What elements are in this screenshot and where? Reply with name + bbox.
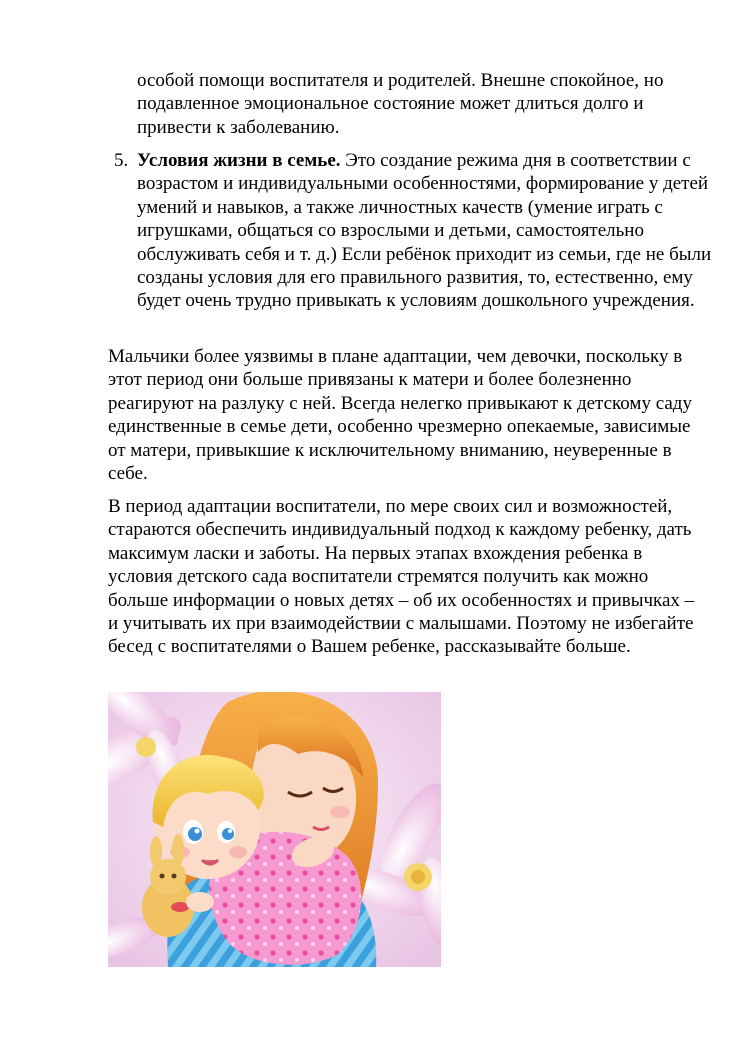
- numbered-list-item: [108, 149, 712, 313]
- list-number: 5.: [114, 150, 129, 171]
- mother-child-illustration: [108, 692, 441, 967]
- continuation-paragraph: особой помощи воспитателя и родителей. Внешне спокойное, но подавленное эмоциональное состояние может длиться долго и привести к заболеванию.: [137, 70, 664, 138]
- paragraph-educators-approach: В период адаптации воспитатели, по мере своих сил и возможностей, стараются обеспечить индивидуальный подход к каждому ребенку, дать максимум ласки и заботы. На первых этапах вхождения ребенка в условия детского сада воспитатели стремятся получить как можно больше информации о новых детях – об их особенностях и привычках – и учитывать их при взаимодействии с малышами. Поэтому не избегайте бесед с воспитателями о Вашем ребенке, рассказывайте больше.: [108, 496, 695, 658]
- child-mouth: [202, 860, 218, 864]
- child-hand: [186, 892, 214, 912]
- paragraph-boys-adaptation: Мальчики более уязвимы в плане адаптации, чем девочки, поскольку в этот период они больше привязаны к матери и более болезненно реагируют на разлуку с ней. Всегда нелегко привыкают к детскому саду единственные в семье дети, особенно чрезмерно опекаемые, зависимые от матери, привыкшие к исключительному вниманию, неуверенные в себе.: [108, 346, 692, 485]
- child-eye-right: [222, 828, 234, 840]
- child-eye-left: [188, 827, 202, 841]
- list-item-text: Это создание режима дня в соответствии с возрастом и индивидуальными особенностями, формирование у детей умений и навыков, а также личностных качеств (умение играть с игрушками, общаться со взрослыми и детьми, самостоятельно обслуживать себя и т. д.) Если ребёнок приходит из семьи, где не были созданы условия для его правильного развития, то, естественно, ему будет очень трудно привыкать к условиям дошкольного учреждения.: [137, 150, 712, 312]
- list-item-body: [137, 149, 712, 313]
- list-item-title: Условия жизни в семье.: [137, 150, 341, 171]
- illustration-svg: [108, 692, 441, 967]
